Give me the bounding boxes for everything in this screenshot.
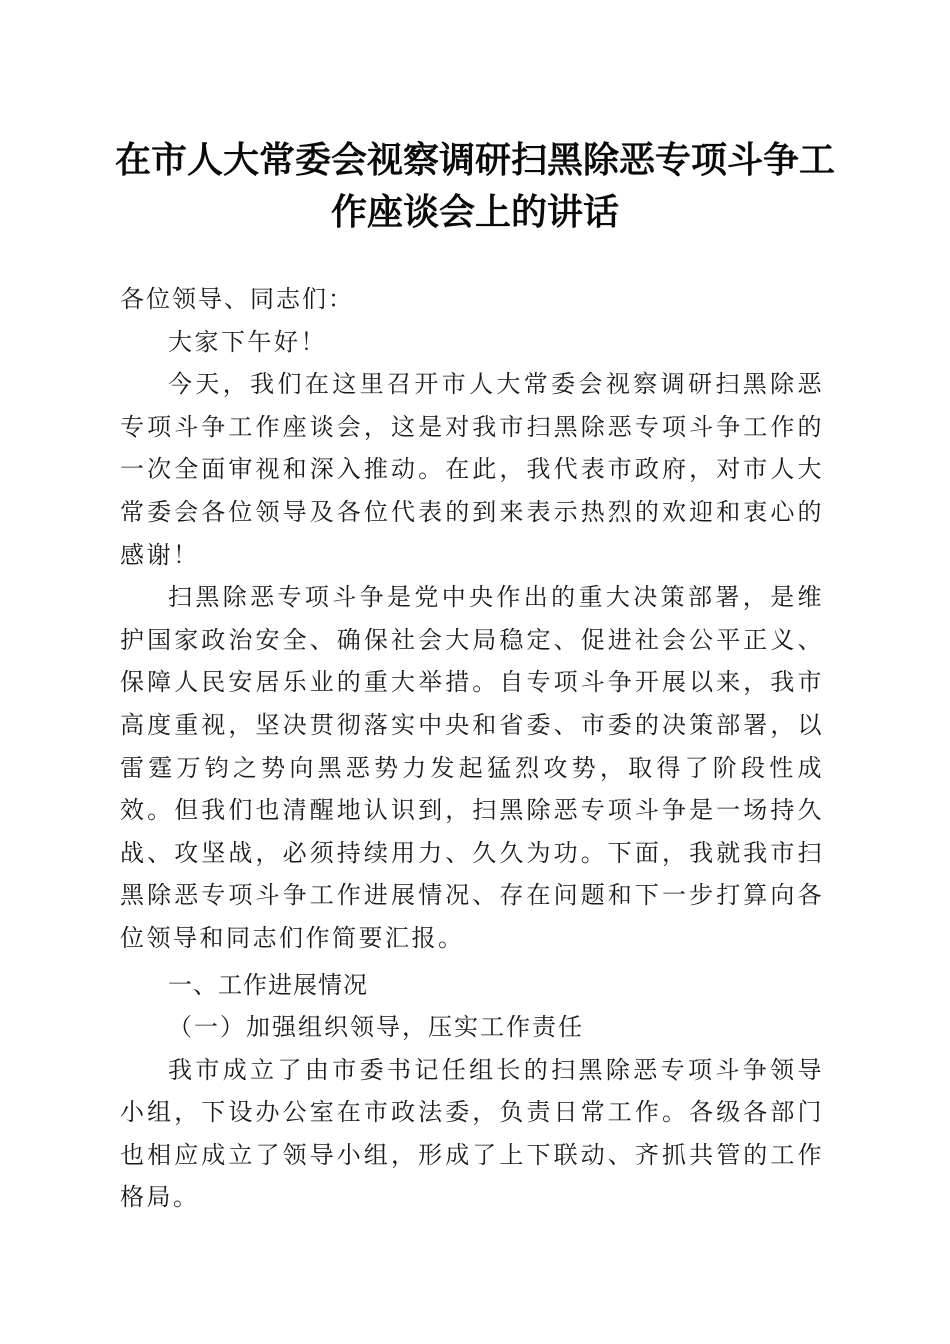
paragraph-intro: 今天，我们在这里召开市人大常委会视察调研扫黑除恶专项斗争工作座谈会，这是对我市扫黑除恶专项斗争工作的一次全面审视和深入推动。在此，我代表市政府，对市人大常委会各位领导及各位代表的到来表示热烈的欢迎和衷心的感谢！ (120, 370, 824, 569)
paragraph-background: 扫黑除恶专项斗争是党中央作出的重大决策部署，是维护国家政治安全、确保社会大局稳定、促进社会公平正义、保障人民安居乐业的重大举措。自专项斗争开展以来，我市高度重视，坚决贯彻落实中央和省委、市委的决策部署，以雷霆万钧之势向黑恶势力发起猛烈攻势，取得了阶段性成效。但我们也清醒地认识到，扫黑除恶专项斗争是一场持久战、攻坚战，必须持续用力、久久为功。下面，我就我市扫黑除恶专项斗争工作进展情况、存在问题和下一步打算向各位领导和同志们作简要汇报。 (120, 583, 824, 952)
greeting: 大家下午好！ (168, 327, 327, 356)
document-title: 在市人大常委会视察调研扫黑除恶专项斗争工作座谈会上的讲话 (114, 139, 835, 233)
salutation: 各位领导、同志们： (120, 285, 354, 313)
section-paragraph: 我市成立了由市委书记任组长的扫黑除恶专项斗争领导小组，下设办公室在市政法委，负责日常工作。各级各部门也相应成立了领导小组，形成了上下联动、齐抓共管的工作格局。 (120, 1055, 824, 1212)
document-body (120, 278, 824, 1219)
section-heading: 一、工作进展情况 (168, 970, 368, 999)
subsection-heading: （一）加强组织领导，压实工作责任 (168, 1013, 584, 1042)
